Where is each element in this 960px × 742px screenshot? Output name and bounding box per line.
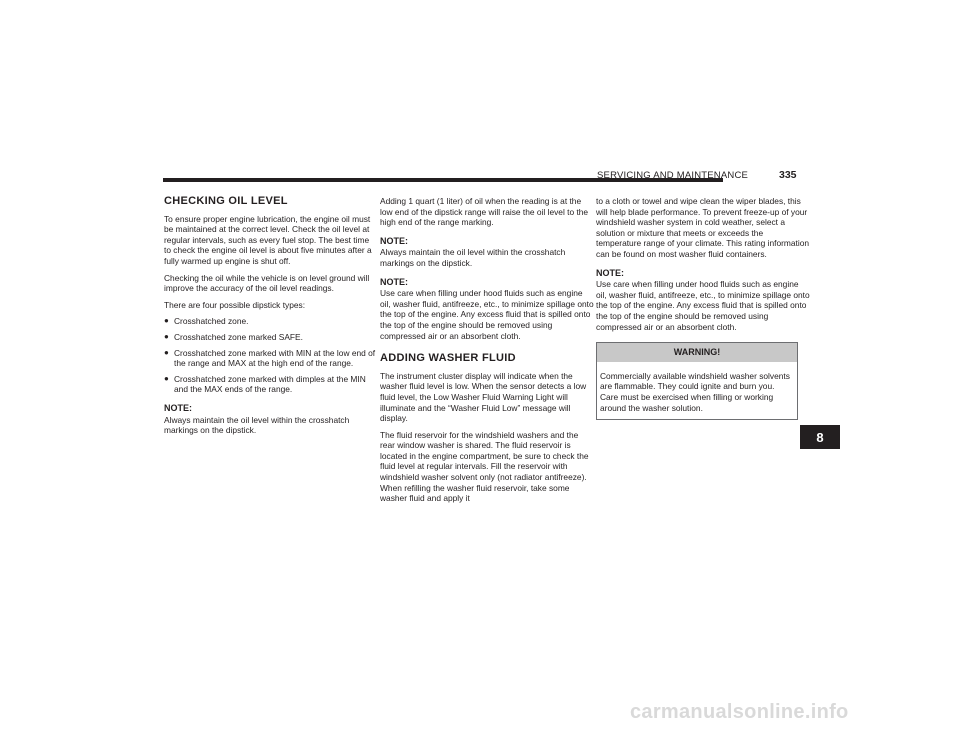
- note-text: Always maintain the oil level within the crosshatch markings on the dipstick.: [380, 247, 566, 268]
- heading-adding-washer-fluid: ADDING WASHER FLUID: [380, 352, 516, 365]
- bullet-icon: ●: [164, 316, 169, 326]
- page-number: 335: [779, 169, 797, 181]
- column-1: [164, 196, 378, 442]
- note-label: NOTE:: [380, 276, 408, 287]
- list-item: [164, 332, 378, 343]
- list-item: [164, 316, 378, 327]
- note-label: NOTE:: [380, 235, 408, 246]
- list-item-text: Crosshatched zone marked SAFE.: [174, 331, 303, 342]
- column-3: [596, 196, 810, 420]
- bullet-icon: ●: [164, 331, 169, 341]
- chapter-tab: 8: [800, 425, 840, 449]
- list-item-text: Crosshatched zone marked with MIN at the low end of the range and MAX at the high end of the range.: [174, 347, 376, 369]
- bullet-icon: ●: [164, 347, 169, 357]
- warning-text: Commercially available windshield washer solvents are flammable. They could ignite and burn you. Care must be exercised when filling or working around the washer solution.: [600, 370, 790, 413]
- paragraph: The instrument cluster display will indicate when the washer fluid level is low. When the sensor detects a low fluid level, the Low Washer Fluid Warning Light will illuminate and the “Washer Fluid Low” message will display.: [380, 370, 587, 424]
- dipstick-types-list: [164, 316, 378, 395]
- column-2: [380, 196, 594, 510]
- list-item: [164, 374, 378, 395]
- paragraph: To ensure proper engine lubrication, the engine oil must be maintained at the correct level. Check the oil level at regular intervals, such as every fuel stop. The best time to check the engine oil level is about five minutes after a fully warmed up engine is shut off.: [164, 213, 372, 266]
- paragraph: The fluid reservoir for the windshield washers and the rear window washer is shared. The fluid reservoir is located in the engine compartment, be sure to check the fluid level at regular intervals. Fill the reservoir with windshield washer solvent only (not radiator antifreeze). When refilling the washer fluid reservoir, take some washer fluid and apply it: [380, 429, 589, 504]
- paragraph: Checking the oil while the vehicle is on level ground will improve the accuracy of the oil level readings.: [164, 272, 370, 294]
- paragraph: There are four possible dipstick types:: [164, 299, 306, 310]
- list-item: [164, 348, 378, 369]
- list-item-text: Crosshatched zone marked with dimples at the MIN and the MAX ends of the range.: [174, 373, 366, 395]
- warning-title: WARNING!: [597, 343, 797, 362]
- list-item-text: Crosshatched zone.: [174, 316, 249, 327]
- warning-box: [596, 342, 798, 420]
- paragraph: to a cloth or towel and wipe clean the wiper blades, this will help blade performance. To prevent freeze-up of your windshield washer system in cold weather, select a solution or mixture that meets or exceeds the temperature range of your climate. This rating information can be found on most washer fluid containers.: [596, 196, 810, 259]
- heading-checking-oil-level: CHECKING OIL LEVEL: [164, 195, 288, 207]
- watermark: carmanualsonline.info: [630, 701, 849, 723]
- note-text: Use care when filling under hood fluids such as engine oil, washer fluid, antifreeze, etc., to minimize spillage onto the top of the engine. Any excess fluid that is spilled onto the top of the engine should be removed using compressed air or an absorbent cloth.: [380, 288, 594, 341]
- note-text: Use care when filling under hood fluids such as engine oil, washer fluid, antifreeze, etc., to minimize spillage onto the top of the engine. Any excess fluid that is spilled onto the top of the engine should be removed using compressed air or an absorbent cloth.: [596, 279, 810, 332]
- note-text: Always maintain the oil level within the crosshatch markings on the dipstick.: [164, 414, 350, 436]
- note-label: NOTE:: [596, 267, 624, 278]
- paragraph: Adding 1 quart (1 liter) of oil when the reading is at the low end of the dipstick range will raise the oil level to the high end of the range marking.: [380, 196, 589, 228]
- section-title: SERVICING AND MAINTENANCE: [597, 170, 749, 181]
- note-label: NOTE:: [164, 402, 192, 413]
- bullet-icon: ●: [164, 373, 169, 383]
